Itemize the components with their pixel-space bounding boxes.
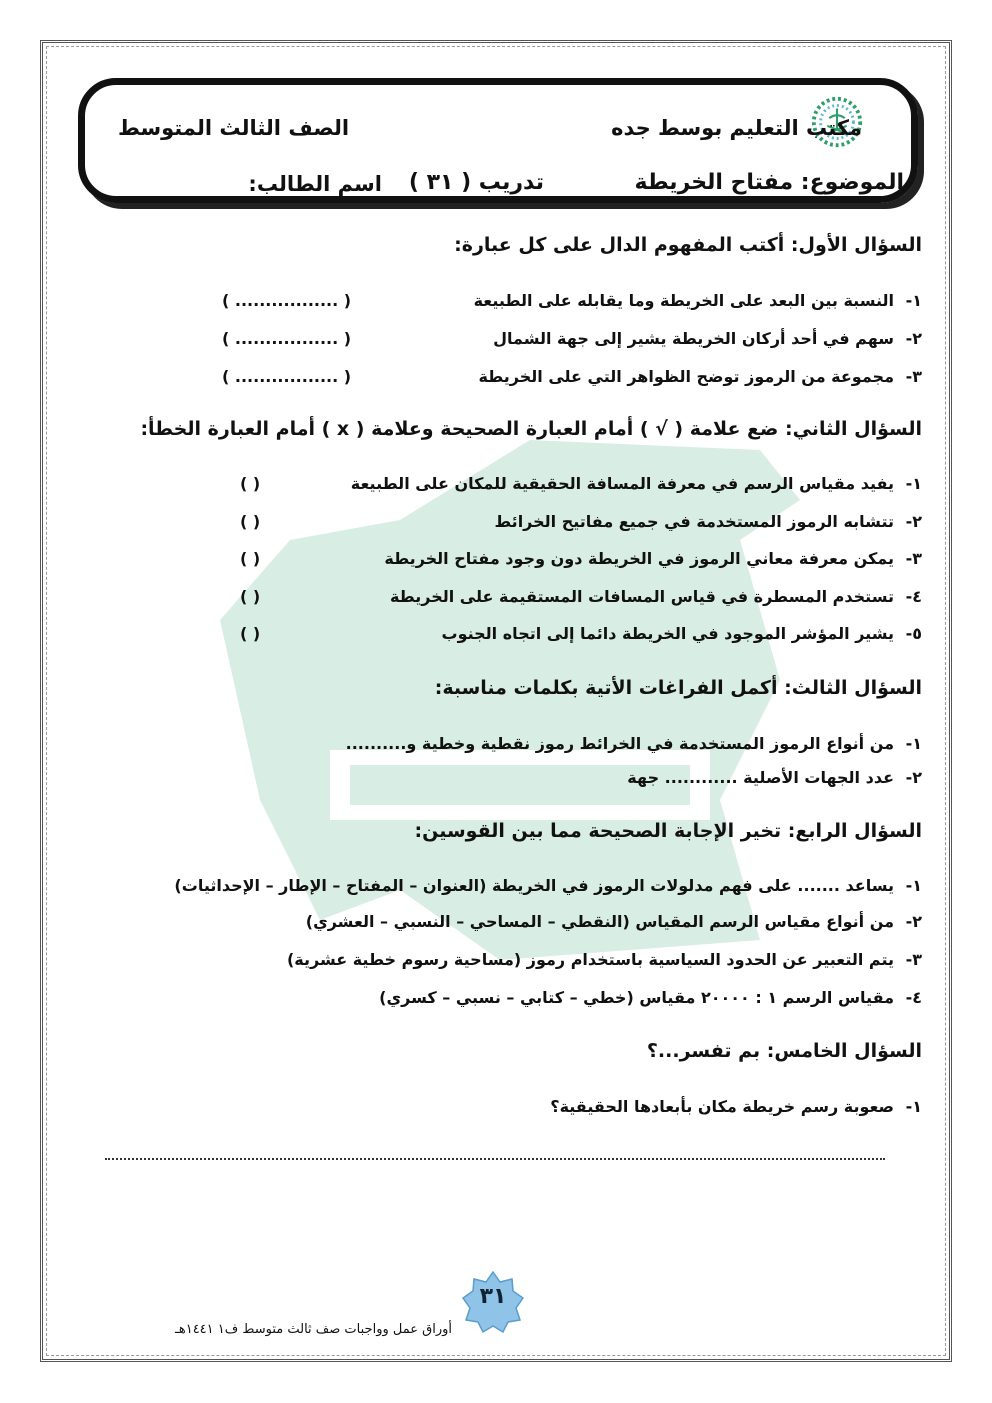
q2-item-text: يشير المؤشر الموجود في الخريطة دائما إلى اتجاه الجنوب [441,624,894,643]
q2-item-number: ٢- [905,512,922,531]
q4-item-text: مقياس الرسم ١ : ٢٠٠٠٠ مقياس (خطي – كتابي – نسبي – كسري) [379,988,894,1007]
q2-item-number: ٥- [905,624,922,643]
q2-item-number: ٤- [905,587,922,606]
q1-title: السؤال الأول: أكتب المفهوم الدال على كل عبارة: [454,234,922,256]
q2-item-number: ٣- [905,549,922,568]
q2-answer-blank[interactable]: ( ) [240,549,261,568]
q1-item-text: النسبة بين البعد على الخريطة وما يقابله على الطبيعة [473,291,894,310]
training-label: تدريب ( ٣١ ) [408,170,544,195]
footer-text: أوراق عمل وواجبات صف ثالث متوسط ف١ ١٤٤١هـ [175,1322,452,1337]
q2-item-text: تتشابه الرموز المستخدمة في جميع مفاتيح الخرائط [494,512,894,531]
q1-item-text: سهم في أحد أركان الخريطة يشير إلى جهة الشمال [493,329,894,348]
q4-item-number: ٢- [905,912,922,931]
q2-item-number: ١- [905,474,922,493]
q2-item-text: يمكن معرفة معاني الرموز في الخريطة دون وجود مفتاح الخريطة [384,549,894,568]
q4-item-text: من أنواع مقياس الرسم المقياس (النقطي – المساحي – النسبي – العشري) [305,912,894,931]
q3-item-number: ١- [905,734,922,753]
q1-item-number: ١- [905,291,922,310]
q2-item-text: تستخدم المسطرة في قياس المسافات المستقيمة على الخريطة [389,587,894,606]
page-number: ٣١ [479,1284,507,1309]
q1-item-number: ٣- [905,367,922,386]
q1-answer-blank[interactable]: ( ................. ) [222,329,352,348]
q2-answer-blank[interactable]: ( ) [240,587,261,606]
q1-item-number: ٢- [905,329,922,348]
subject-label: الموضوع: مفتاح الخريطة [634,170,904,195]
q2-title: السؤال الثاني: ضع علامة ( √ ) أمام العبارة الصحيحة وعلامة ( x ) أمام العبارة الخطأ: [140,418,922,440]
q5-item-text: صعوبة رسم خريطة مكان بأبعادها الحقيقية؟ [550,1097,894,1116]
student-name-label: اسم الطالب: [248,172,382,196]
q3-title: السؤال الثالث: أكمل الفراغات الأتية بكلمات مناسبة: [434,677,922,699]
q4-item-text: يساعد ....... على فهم مدلولات الرموز في الخريطة (العنوان – المفتاح – الإطار – الإحداثيات) [174,876,894,895]
q2-item-text: يفيد مقياس الرسم في معرفة المسافة الحقيقية للمكان على الطبيعة [350,474,894,493]
q1-answer-blank[interactable]: ( ................. ) [222,291,352,310]
grade-label: الصف الثالث المتوسط [118,116,350,140]
q2-answer-blank[interactable]: ( ) [240,512,261,531]
q4-item-text: يتم التعبير عن الحدود السياسية باستخدام رموز (مساحية رسوم خطية عشرية) [286,950,894,969]
q4-item-number: ١- [905,876,922,895]
q2-answer-blank[interactable]: ( ) [240,474,261,493]
q5-item-number: ١- [905,1097,922,1116]
q5-title: السؤال الخامس: بم تفسر...؟ [646,1040,922,1062]
answer-dotted-line[interactable] [105,1158,885,1160]
q4-title: السؤال الرابع: تخير الإجابة الصحيحة مما بين القوسين: [414,820,922,842]
q1-answer-blank[interactable]: ( ................. ) [222,367,352,386]
q3-item-text: عدد الجهات الأصلية ............ جهة [627,768,894,787]
q1-item-text: مجموعة من الرموز توضح الظواهر التي على الخريطة [478,367,894,386]
q4-item-number: ٣- [905,950,922,969]
q4-item-number: ٤- [905,988,922,1007]
q3-item-text: من أنواع الرموز المستخدمة في الخرائط رموز نقطية وخطية و.......... [345,734,894,753]
office-name: مكتب التعليم بوسط جده [611,116,862,140]
q2-answer-blank[interactable]: ( ) [240,624,261,643]
q3-item-number: ٢- [905,768,922,787]
